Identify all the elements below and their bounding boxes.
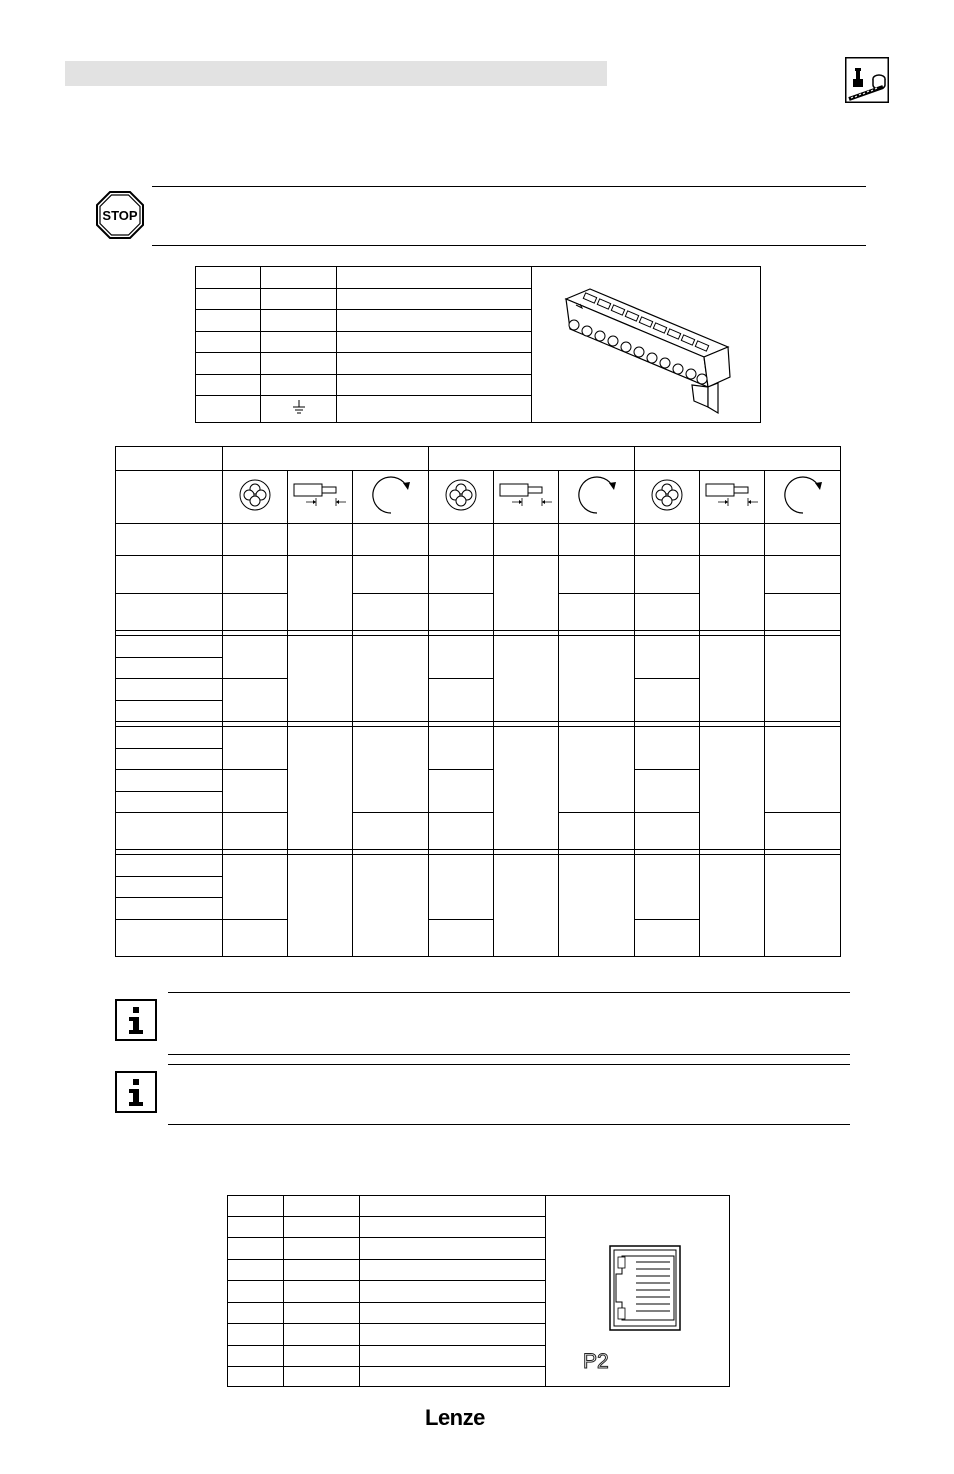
- warning-top-rule: [152, 186, 866, 187]
- header-bar: [65, 61, 607, 86]
- strip-length-icon: [292, 481, 348, 509]
- rj45-pin-table: [227, 1195, 730, 1387]
- warning-bottom-rule: [152, 245, 866, 246]
- ground-icon: [292, 399, 306, 415]
- rj45-jack-icon: [546, 1196, 729, 1386]
- terminal-block-icon: [532, 267, 760, 417]
- torque-icon: [369, 473, 413, 517]
- stop-icon: [96, 191, 144, 239]
- terminal-block-cell: [532, 267, 761, 423]
- wire-cross-section-icon: [650, 478, 684, 512]
- note2-top-rule: [168, 1064, 850, 1065]
- note1-bottom-rule: [168, 1054, 850, 1055]
- note1-top-rule: [168, 992, 850, 993]
- info-icon: [115, 999, 157, 1041]
- torque-icon: [781, 473, 825, 517]
- rj45-panel: [546, 1196, 730, 1387]
- connector-pin-table: [195, 266, 761, 423]
- info-icon: [115, 1071, 157, 1113]
- wiring-spec-table: [115, 446, 841, 957]
- note2-bottom-rule: [168, 1124, 850, 1125]
- strip-length-icon: [498, 481, 554, 509]
- wire-cross-section-icon: [238, 478, 272, 512]
- strip-length-icon: [704, 481, 760, 509]
- lenze-logo: Lenze: [425, 1405, 485, 1430]
- svg-text:STOP: STOP: [102, 208, 138, 223]
- tool-kit-icon: [845, 57, 889, 103]
- rj45-port-label: P2: [583, 1350, 609, 1373]
- wire-cross-section-icon: [444, 478, 478, 512]
- torque-icon: [575, 473, 619, 517]
